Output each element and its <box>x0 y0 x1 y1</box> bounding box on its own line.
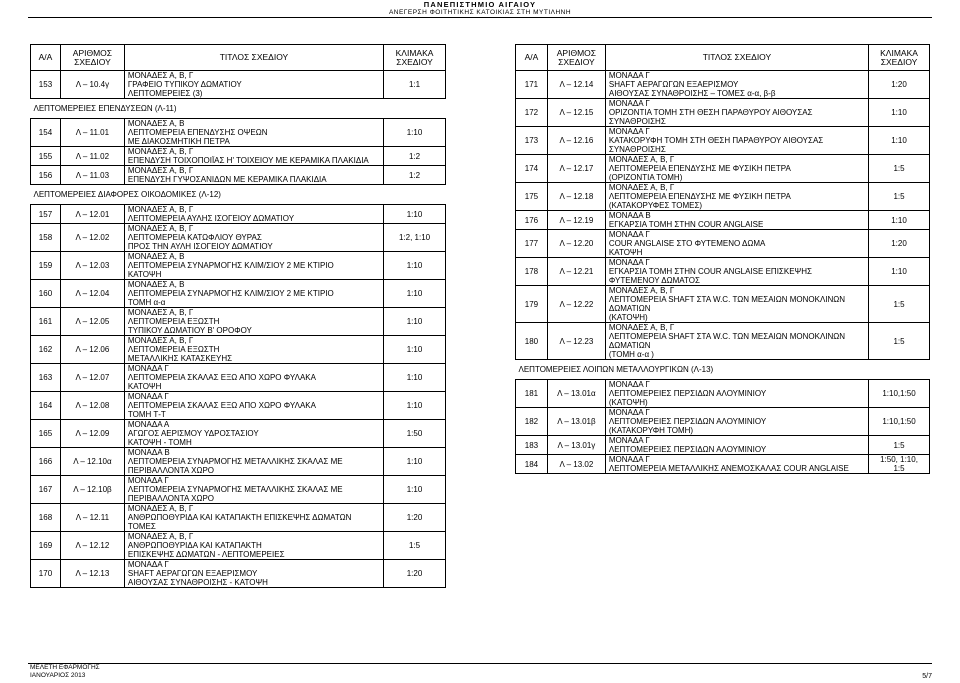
row-title <box>124 364 383 392</box>
row-title-line: ΚΑΤΟΨΗ - ΤΟΜΗ <box>127 438 192 447</box>
row-title-line: ΑΙΘΟΥΣΑΣ ΣΥΝΑΘΡΟΙΣΗΣ - ΚΑΤΟΨΗ <box>127 578 268 587</box>
table-row <box>31 147 446 166</box>
row-drawing-number: Λ – 12.21 <box>547 258 605 286</box>
table-row <box>516 127 930 155</box>
row-title-line: ΕΓΚΑΡΣΙΑ ΤΟΜΗ ΣΤΗΝ COUR ANGLAISE <box>608 220 764 229</box>
row-title-line: ΛΕΠΤΟΜΕΡΕΙΑ ΑΥΛΗΣ ΙΣΟΓΕΙΟΥ ΔΩΜΑΤΙΟΥ <box>127 214 295 223</box>
row-scale: 1:2 <box>384 166 446 185</box>
row-title-line: SHAFT ΑΕΡΑΓΩΓΩΝ ΕΞΑΕΡΙΣΜΟΥ <box>608 80 739 89</box>
row-title <box>605 183 868 211</box>
table-row <box>31 205 446 224</box>
row-drawing-number: Λ – 12.14 <box>547 71 605 99</box>
table-row <box>31 252 446 280</box>
row-title-line: ΜΟΝΑΔΑ Γ <box>608 99 650 108</box>
row-title-line: ΚΑΤΟΨΗ <box>608 248 643 257</box>
row-title-line: ΟΡΙΖΟΝΤΙΑ ΤΟΜΗ ΣΤΗ ΘΕΣΗ ΠΑΡΑΘΥΡΟΥ ΑΙΘΟΥΣΑΣ <box>608 108 813 117</box>
row-aa: 166 <box>31 448 61 476</box>
row-title-line: ΛΕΠΤΟΜΕΡΕΙΕΣ ΠΕΡΣΙΔΩΝ ΑΛΟΥΜΙΝΙΟΥ <box>608 389 767 398</box>
row-title <box>124 504 383 532</box>
row-title-line: ΣΥΝΑΘΡΟΙΣΗΣ <box>608 117 666 126</box>
row-title <box>124 147 383 166</box>
row-title-line: ΑΝΘΡΩΠΟΘΥΡΙΔΑ ΚΑΙ ΚΑΤΑΠΑΚΤΗ <box>127 541 262 550</box>
row-title-line: ΜΟΝΑΔΑ Γ <box>127 476 169 485</box>
row-title-line: ΕΠΕΝΔΥΣΗ ΓΥΨΟΣΑΝΙΔΩΝ ΜΕ ΚΕΡΑΜΙΚΑ ΠΛΑΚΙΔΙΑ <box>127 175 327 184</box>
row-scale: 1:50, 1:10, 1:5 <box>869 455 930 474</box>
table-row <box>31 420 446 448</box>
row-title-line: ΜΟΝΑΔΑ Γ <box>608 436 650 445</box>
row-drawing-number: Λ – 11.02 <box>60 147 124 166</box>
row-scale: 1:10,1:50 <box>869 380 930 408</box>
row-aa: 163 <box>31 364 61 392</box>
col-header-scale: ΚΛΙΜΑΚΑ ΣΧΕΔΙΟΥ <box>384 45 446 71</box>
row-drawing-number: Λ – 12.19 <box>547 211 605 230</box>
row-aa: 178 <box>516 258 548 286</box>
row-scale: 1:5 <box>869 183 930 211</box>
row-title-line: (ΟΡΙΖΟΝΤΙΑ ΤΟΜΗ) <box>608 173 683 182</box>
row-aa: 159 <box>31 252 61 280</box>
row-title-line: ΜΟΝΑΔΕΣ Α, Β, Γ <box>127 504 194 513</box>
row-title-line: ΠΕΡΙΒΑΛΛΟΝΤΑ ΧΩΡΟ <box>127 466 215 475</box>
section-title: ΛΕΠΤΟΜΕΡΕΙΕΣ ΕΠΕΝΔΥΣΕΩΝ (Λ-11) <box>31 99 446 119</box>
row-title-line: ΜΟΝΑΔΕΣ Α, Β, Γ <box>608 183 675 192</box>
table-row <box>516 155 930 183</box>
row-title <box>124 420 383 448</box>
table-row <box>31 504 446 532</box>
row-title-line: ΜΟΝΑΔΑ Γ <box>608 230 650 239</box>
row-drawing-number: Λ – 12.16 <box>547 127 605 155</box>
table-row <box>31 308 446 336</box>
col-header-title: ΤΙΤΛΟΣ ΣΧΕΔΙΟΥ <box>605 45 868 71</box>
row-drawing-number: Λ – 12.10α <box>60 448 124 476</box>
row-aa: 182 <box>516 408 548 436</box>
row-drawing-number: Λ – 12.12 <box>60 532 124 560</box>
row-scale: 1:20 <box>869 230 930 258</box>
table-row <box>516 71 930 99</box>
row-scale: 1:5 <box>869 286 930 323</box>
row-title <box>605 230 868 258</box>
row-aa: 157 <box>31 205 61 224</box>
row-title-line: ΜΟΝΑΔΕΣ Α, Β <box>127 119 185 128</box>
table-row <box>516 211 930 230</box>
table-row <box>516 183 930 211</box>
row-title-line: ΛΕΠΤΟΜΕΡΕΙΕΣ ΠΕΡΣΙΔΩΝ ΑΛΟΥΜΙΝΙΟΥ <box>608 445 767 454</box>
row-scale: 1:20 <box>384 504 446 532</box>
row-aa: 168 <box>31 504 61 532</box>
row-scale: 1:10 <box>869 99 930 127</box>
row-aa: 174 <box>516 155 548 183</box>
row-title-line: ΠΕΡΙΒΑΛΛΟΝΤΑ ΧΩΡΟ <box>127 494 215 503</box>
row-title <box>605 323 868 360</box>
row-title-line: ΛΕΠΤΟΜΕΡΕΙΑ ΣΚΑΛΑΣ ΕΞΩ ΑΠΟ ΧΩΡΟ ΦΥΛΑΚΑ <box>127 373 316 382</box>
row-title-line: ΜΟΝΑΔΕΣ Α, Β, Γ <box>127 71 194 80</box>
row-title-line: ΓΡΑΦΕΙΟ ΤΥΠΙΚΟΥ ΔΩΜΑΤΙΟΥ <box>127 80 242 89</box>
row-title-line: (ΚΑΤΟΨΗ) <box>608 313 648 322</box>
table-row <box>516 99 930 127</box>
row-scale: 1:50 <box>384 420 446 448</box>
row-scale: 1:10 <box>384 476 446 504</box>
col-header-aa: Α/Α <box>516 45 548 71</box>
row-scale: 1:10 <box>384 119 446 147</box>
row-drawing-number: Λ – 12.23 <box>547 323 605 360</box>
row-aa: 175 <box>516 183 548 211</box>
row-title-line: ΤΥΠΙΚΟΥ ΔΩΜΑΤΙΟΥ Β' ΟΡΟΦΟΥ <box>127 326 252 335</box>
row-title-line: ΜΟΝΑΔΕΣ Α, Β, Γ <box>608 323 675 332</box>
row-title-line: ΜΟΝΑΔΑ Γ <box>127 364 169 373</box>
row-aa: 165 <box>31 420 61 448</box>
row-title-line: (ΚΑΤΑΚΟΡΥΦΕΣ ΤΟΜΕΣ) <box>608 201 703 210</box>
row-title-line: ΠΡΟΣ ΤΗΝ ΑΥΛΗ ΙΣΟΓΕΙΟΥ ΔΩΜΑΤΙΟΥ <box>127 242 273 251</box>
row-title-line: ΜΟΝΑΔΕΣ Α, Β, Γ <box>127 147 194 156</box>
row-drawing-number: Λ – 12.05 <box>60 308 124 336</box>
footer-rule <box>28 663 932 664</box>
table-row <box>31 532 446 560</box>
table-row <box>31 476 446 504</box>
header-project: ΑΝΕΓΕΡΣΗ ΦΟΙΤΗΤΙΚΗΣ ΚΑΤΟΙΚΙΑΣ ΣΤΗ ΜΥΤΙΛΗΝΗ <box>388 9 572 16</box>
row-aa: 183 <box>516 436 548 455</box>
row-drawing-number: Λ – 12.08 <box>60 392 124 420</box>
row-aa: 161 <box>31 308 61 336</box>
row-title-line: ΛΕΠΤΟΜΕΡΕΙΑ ΣΥΝΑΡΜΟΓΗΣ ΚΛΙΜ/ΣΙΟΥ 2 ΜΕ ΚΤΙΡΙΟ <box>127 261 334 270</box>
row-title <box>605 455 868 474</box>
row-scale: 1:5 <box>869 155 930 183</box>
row-title-line: ΜΟΝΑΔΕΣ Α, Β, Γ <box>608 155 675 164</box>
row-scale: 1:10 <box>869 127 930 155</box>
col-header-scale: ΚΛΙΜΑΚΑ ΣΧΕΔΙΟΥ <box>869 45 930 71</box>
row-drawing-number: Λ – 13.01β <box>547 408 605 436</box>
table-row <box>31 448 446 476</box>
row-drawing-number: Λ – 12.07 <box>60 364 124 392</box>
table-row <box>516 455 930 474</box>
row-scale: 1:20 <box>869 71 930 99</box>
row-drawing-number: Λ – 12.22 <box>547 286 605 323</box>
row-title-line: ΑΙΘΟΥΣΑΣ ΣΥΝΑΘΡΟΙΣΗΣ – ΤΟΜΕΣ α-α, β-β <box>608 89 776 98</box>
row-title-line: ΤΟΜΗ Τ-Τ <box>127 410 166 419</box>
row-drawing-number: Λ – 12.09 <box>60 420 124 448</box>
row-aa: 164 <box>31 392 61 420</box>
row-scale: 1:10 <box>869 211 930 230</box>
section-title: ΛΕΠΤΟΜΕΡΕΙΕΣ ΔΙΑΦΟΡΕΣ ΟΙΚΟΔΟΜΙΚΕΣ (Λ-12) <box>31 185 446 205</box>
row-aa: 170 <box>31 560 61 588</box>
row-title-line: ΛΕΠΤΟΜΕΡΕΙΑ ΣΥΝΑΡΜΟΓΗΣ ΜΕΤΑΛΛΙΚΗΣ ΣΚΑΛΑΣ ΜΕ <box>127 457 343 466</box>
table-row <box>516 258 930 286</box>
row-title-line: COUR ANGLAISE ΣΤΟ ΦΥΤΕΜΕΝΟ ΔΩΜΑ <box>608 239 766 248</box>
table-row <box>516 436 930 455</box>
row-aa: 184 <box>516 455 548 474</box>
row-title <box>124 252 383 280</box>
row-title-line: ΦΥΤΕΜΕΝΟΥ ΔΩΜΑΤΟΣ <box>608 276 700 285</box>
row-aa: 169 <box>31 532 61 560</box>
footer-study: ΜΕΛΕΤΗ ΕΦΑΡΜΟΓΗΣ <box>30 664 100 671</box>
row-title <box>124 308 383 336</box>
row-title-line: (ΤΟΜΗ α-α ) <box>608 350 654 359</box>
row-aa: 162 <box>31 336 61 364</box>
row-aa: 180 <box>516 323 548 360</box>
row-scale: 1:5 <box>869 436 930 455</box>
row-title-line: ΜΟΝΑΔΑ Β <box>608 211 651 220</box>
row-title <box>605 286 868 323</box>
row-title-line: ΛΕΠΤΟΜΕΡΕΙΑ ΕΞΩΣΤΗ <box>127 345 220 354</box>
row-scale: 1:10 <box>384 392 446 420</box>
row-title-line: ΔΩΜΑΤΙΩΝ <box>608 341 651 350</box>
row-scale: 1:2, 1:10 <box>384 224 446 252</box>
row-title-line: ΜΟΝΑΔΑ Γ <box>608 71 650 80</box>
row-drawing-number: Λ – 12.06 <box>60 336 124 364</box>
row-title-line: ΣΥΝΑΘΡΟΙΣΗΣ <box>608 145 666 154</box>
row-scale: 1:10 <box>384 448 446 476</box>
header-university: ΠΑΝΕΠΙΣΤΗΜΙΟ ΑΙΓΑΙΟΥ <box>423 0 537 9</box>
row-title <box>605 99 868 127</box>
row-title <box>124 119 383 147</box>
row-title-line: ΛΕΠΤΟΜΕΡΕΙΑ ΣΥΝΑΡΜΟΓΗΣ ΚΛΙΜ/ΣΙΟΥ 2 ΜΕ ΚΤΙΡΙΟ <box>127 289 334 298</box>
row-title <box>124 560 383 588</box>
row-title-line: ΜΟΝΑΔΑ Γ <box>608 127 650 136</box>
row-title-line: ΜΟΝΑΔΑ Γ <box>127 392 169 401</box>
row-title <box>605 258 868 286</box>
row-scale: 1:10 <box>384 252 446 280</box>
row-title <box>605 155 868 183</box>
table-row <box>516 323 930 360</box>
row-drawing-number: Λ – 12.20 <box>547 230 605 258</box>
table-row <box>31 166 446 185</box>
table-row <box>31 364 446 392</box>
row-title <box>124 336 383 364</box>
row-title-line: ΜΟΝΑΔΕΣ Α, Β, Γ <box>127 308 194 317</box>
row-title-line: ΛΕΠΤΟΜΕΡΕΙΕΣ (3) <box>127 89 203 98</box>
row-scale: 1:10 <box>869 258 930 286</box>
row-title-line: ΛΕΠΤΟΜΕΡΕΙΑ ΚΑΤΩΦΛΙΟΥ ΘΥΡΑΣ <box>127 233 262 242</box>
table-row <box>31 119 446 147</box>
table-row <box>31 280 446 308</box>
row-title-line: ΛΕΠΤΟΜΕΡΕΙΕΣ ΠΕΡΣΙΔΩΝ ΑΛΟΥΜΙΝΙΟΥ <box>608 417 767 426</box>
row-scale: 1:10 <box>384 308 446 336</box>
row-aa: 177 <box>516 230 548 258</box>
row-aa: 181 <box>516 380 548 408</box>
row-title-line: ΜΟΝΑΔΑ Γ <box>608 258 650 267</box>
row-title-line: (ΚΑΤΟΨΗ) <box>608 398 648 407</box>
row-title-line: ΚΑΤΑΚΟΡΥΦΗ ΤΟΜΗ ΣΤΗ ΘΕΣΗ ΠΑΡΑΘΥΡΟΥ ΑΙΘΟΥΣΑΣ <box>608 136 824 145</box>
row-title-line: ΜΟΝΑΔΑ Α <box>127 420 170 429</box>
row-drawing-number: Λ – 12.15 <box>547 99 605 127</box>
row-title-line: ΜΟΝΑΔΕΣ Α, Β <box>127 252 185 261</box>
col-header-number: ΑΡΙΘΜΟΣ ΣΧΕΔΙΟΥ <box>547 45 605 71</box>
row-aa: 167 <box>31 476 61 504</box>
row-title <box>605 71 868 99</box>
row-drawing-number: Λ – 11.03 <box>60 166 124 185</box>
row-title-line: ΛΕΠΤΟΜΕΡΕΙΑ ΣΥΝΑΡΜΟΓΗΣ ΜΕΤΑΛΛΙΚΗΣ ΣΚΑΛΑΣ ΜΕ <box>127 485 343 494</box>
row-aa: 160 <box>31 280 61 308</box>
row-title-line: ΜΟΝΑΔΕΣ Α, Β <box>127 280 185 289</box>
page-footer <box>30 664 100 680</box>
row-drawing-number: Λ – 12.11 <box>60 504 124 532</box>
row-title-line: ΕΠΕΝΔΥΣΗ ΤΟΙΧΟΠΟΙΪΑΣ Η' ΤΟΙΧΕΙΟΥ ΜΕ ΚΕΡΑΜΙΚΑ ΠΛΑΚΙΔΙΑ <box>127 156 369 165</box>
row-title <box>124 476 383 504</box>
row-title <box>124 392 383 420</box>
section-row <box>516 360 930 380</box>
row-title <box>124 166 383 185</box>
row-title <box>124 280 383 308</box>
row-aa: 172 <box>516 99 548 127</box>
table-row <box>31 392 446 420</box>
row-drawing-number: Λ – 13.02 <box>547 455 605 474</box>
row-aa: 153 <box>31 71 61 99</box>
row-title-line: ΜΟΝΑΔΑ Γ <box>608 455 650 464</box>
row-title-line: ΛΕΠΤΟΜΕΡΕΙΑ ΕΠΕΝΔΥΣΗΣ ΜΕ ΦΥΣΙΚΗ ΠΕΤΡΑ <box>608 164 791 173</box>
left-drawings-table <box>30 44 446 588</box>
row-title <box>605 380 868 408</box>
table-row <box>516 286 930 323</box>
row-title-line: ΕΓΚΑΡΣΙΑ ΤΟΜΗ ΣΤΗΝ COUR ANGLAISE ΕΠΙΣΚΕΨΗΣ <box>608 267 812 276</box>
row-scale: 1:5 <box>869 323 930 360</box>
row-title <box>124 532 383 560</box>
section-title: ΛΕΠΤΟΜΕΡΕΙΕΣ ΛΟΙΠΩΝ ΜΕΤΑΛΛΟΥΡΓΙΚΩΝ (Λ-13) <box>516 360 930 380</box>
right-drawings-table <box>515 44 930 474</box>
row-title-line: ΤΟΜΗ α-α <box>127 298 166 307</box>
row-title <box>605 408 868 436</box>
row-title <box>605 436 868 455</box>
row-scale: 1:20 <box>384 560 446 588</box>
row-aa: 179 <box>516 286 548 323</box>
row-scale: 1:10 <box>384 336 446 364</box>
row-title-line: ΜΟΝΑΔΕΣ Α, Β, Γ <box>127 532 194 541</box>
header-rule <box>28 17 932 18</box>
row-scale: 1:10 <box>384 280 446 308</box>
row-title-line: ΜΟΝΑΔΕΣ Α, Β, Γ <box>127 205 194 214</box>
row-title-line: ΑΓΩΓΟΣ ΑΕΡΙΣΜΟΥ ΥΔΡΟΣΤΑΣΙΟΥ <box>127 429 259 438</box>
row-title-line: ΜΟΝΑΔΕΣ Α, Β, Γ <box>608 286 675 295</box>
row-drawing-number: Λ – 12.17 <box>547 155 605 183</box>
table-row <box>516 230 930 258</box>
row-title-line: ΚΑΤΟΨΗ <box>127 270 162 279</box>
row-title <box>124 448 383 476</box>
row-title-line: ΜΟΝΑΔΕΣ Α, Β, Γ <box>127 224 194 233</box>
row-title-line: ΛΕΠΤΟΜΕΡΕΙΑ SHAFT ΣΤΑ W.C. ΤΩΝ ΜΕΣΑΙΩΝ ΜΟΝΟΚΛΙΝΩΝ <box>608 332 846 341</box>
row-drawing-number: Λ – 13.01γ <box>547 436 605 455</box>
table-row <box>516 408 930 436</box>
row-title-line: ΛΕΠΤΟΜΕΡΕΙΑ ΜΕΤΑΛΛΙΚΗΣ ΑΝΕΜΟΣΚΑΛΑΣ COUR ANGLAISE <box>608 464 849 473</box>
row-drawing-number: Λ – 10.4γ <box>60 71 124 99</box>
row-title-line: ΛΕΠΤΟΜΕΡΕΙΑ ΣΚΑΛΑΣ ΕΞΩ ΑΠΟ ΧΩΡΟ ΦΥΛΑΚΑ <box>127 401 316 410</box>
row-title <box>124 71 383 99</box>
row-title-line: ΔΩΜΑΤΙΩΝ <box>608 304 651 313</box>
row-title-line: ΜΟΝΑΔΕΣ Α, Β, Γ <box>127 166 194 175</box>
row-aa: 171 <box>516 71 548 99</box>
row-drawing-number: Λ – 13.01α <box>547 380 605 408</box>
col-header-number: ΑΡΙΘΜΟΣ ΣΧΕΔΙΟΥ <box>60 45 124 71</box>
row-aa: 156 <box>31 166 61 185</box>
row-title-line: ΜΕΤΑΛΛΙΚΗΣ ΚΑΤΑΣΚΕΥΗΣ <box>127 354 233 363</box>
row-drawing-number: Λ – 12.01 <box>60 205 124 224</box>
row-title-line: ΜΟΝΑΔΕΣ Α, Β, Γ <box>127 336 194 345</box>
row-drawing-number: Λ – 12.10β <box>60 476 124 504</box>
row-title-line: ΑΝΘΡΩΠΟΘΥΡΙΔΑ ΚΑΙ ΚΑΤΑΠΑΚΤΗ ΕΠΙΣΚΕΨΗΣ ΔΩΜΑΤΩΝ <box>127 513 352 522</box>
row-aa: 176 <box>516 211 548 230</box>
row-title <box>124 224 383 252</box>
row-title-line: (ΚΑΤΑΚΟΡΥΦΗ ΤΟΜΗ) <box>608 426 694 435</box>
row-scale: 1:1 <box>384 71 446 99</box>
row-title-line: ΜΟΝΑΔΑ Γ <box>608 408 650 417</box>
section-row <box>31 99 446 119</box>
col-header-aa: Α/Α <box>31 45 61 71</box>
table-row <box>31 71 446 99</box>
row-aa: 155 <box>31 147 61 166</box>
table-row <box>31 560 446 588</box>
row-title-line: ΤΟΜΕΣ <box>127 522 156 531</box>
page-header <box>0 0 960 18</box>
row-title-line: ΜΟΝΑΔΑ Γ <box>127 560 169 569</box>
footer-date: ΙΑΝΟΥΑΡΙΟΣ 2013 <box>30 672 86 679</box>
row-scale: 1:2 <box>384 147 446 166</box>
section-row <box>31 185 446 205</box>
table-row <box>516 380 930 408</box>
row-scale: 1:10 <box>384 205 446 224</box>
table-row <box>31 224 446 252</box>
row-drawing-number: Λ – 12.03 <box>60 252 124 280</box>
row-title-line: ΛΕΠΤΟΜΕΡΕΙΑ SHAFT ΣΤΑ W.C. ΤΩΝ ΜΕΣΑΙΩΝ ΜΟΝΟΚΛΙΝΩΝ <box>608 295 846 304</box>
row-scale: 1:10,1:50 <box>869 408 930 436</box>
row-drawing-number: Λ – 12.18 <box>547 183 605 211</box>
table-row <box>31 336 446 364</box>
page-number: 5/7 <box>922 673 932 680</box>
row-title <box>605 127 868 155</box>
row-title-line: ΛΕΠΤΟΜΕΡΕΙΑ ΕΞΩΣΤΗ <box>127 317 220 326</box>
row-title <box>605 211 868 230</box>
row-title-line: ΚΑΤΟΨΗ <box>127 382 162 391</box>
row-title-line: ΜΕ ΔΙΑΚΟΣΜΗΤΙΚΗ ΠΕΤΡΑ <box>127 137 230 146</box>
row-aa: 154 <box>31 119 61 147</box>
row-drawing-number: Λ – 11.01 <box>60 119 124 147</box>
row-scale: 1:10 <box>384 364 446 392</box>
row-aa: 158 <box>31 224 61 252</box>
row-title-line: SHAFT ΑΕΡΑΓΩΓΩΝ ΕΞΑΕΡΙΣΜΟΥ <box>127 569 258 578</box>
row-drawing-number: Λ – 12.13 <box>60 560 124 588</box>
row-title-line: ΜΟΝΑΔΑ Β <box>127 448 170 457</box>
row-title-line: ΛΕΠΤΟΜΕΡΕΙΑ ΕΠΕΝΔΥΣΗΣ ΟΨΕΩΝ <box>127 128 268 137</box>
row-title-line: ΛΕΠΤΟΜΕΡΕΙΑ ΕΠΕΝΔΥΣΗΣ ΜΕ ΦΥΣΙΚΗ ΠΕΤΡΑ <box>608 192 791 201</box>
row-scale: 1:5 <box>384 532 446 560</box>
row-title-line: ΜΟΝΑΔΑ Γ <box>608 380 650 389</box>
col-header-title: ΤΙΤΛΟΣ ΣΧΕΔΙΟΥ <box>124 45 383 71</box>
row-drawing-number: Λ – 12.04 <box>60 280 124 308</box>
row-title-line: ΕΠΙΣΚΕΨΗΣ ΔΩΜΑΤΩΝ - ΛΕΠΤΟΜΕΡΕΙΕΣ <box>127 550 285 559</box>
row-title <box>124 205 383 224</box>
row-drawing-number: Λ – 12.02 <box>60 224 124 252</box>
row-aa: 173 <box>516 127 548 155</box>
